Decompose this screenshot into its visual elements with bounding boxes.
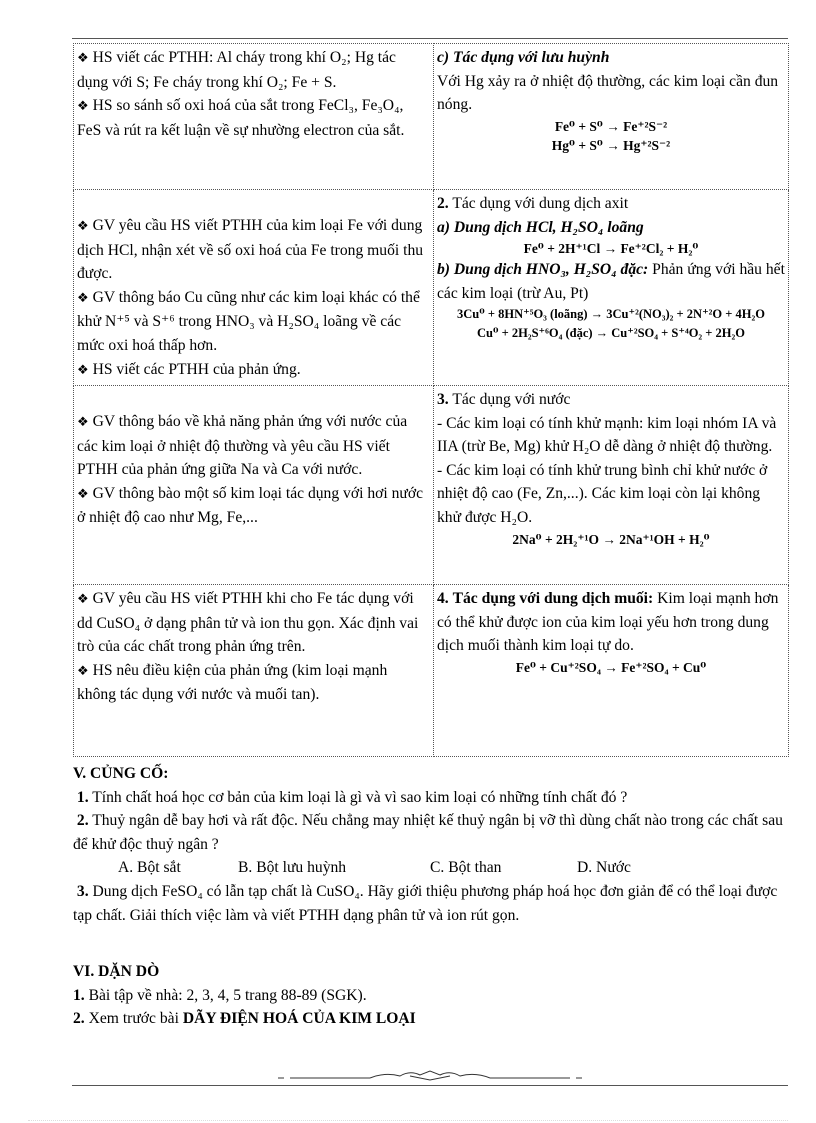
ornament-divider-icon <box>270 1066 590 1086</box>
content-cell <box>434 386 789 585</box>
question-3: 3. Dung dịch FeSO₄ có lẫn tạp chất là CuSO₄. Hãy giới thiệu phương pháp hoá học đơn giản để có thể loại được tạp chất. Giải thích việc làm và viết PTHH dạng phân tử và ion rút gọn. <box>73 882 778 924</box>
homework-section <box>73 960 789 1031</box>
table-row <box>74 44 789 190</box>
page-edge <box>28 1120 788 1121</box>
content-cell <box>434 44 789 190</box>
activity-item: ❖ GV thông báo Cu cũng như các kim loại khác có thể khử N⁺⁵ và S⁺⁶ trong HNO₃ và H₂SO₄ loãng về các mức oxi hoá thấp hơn. <box>77 288 420 354</box>
diamond-bullet-icon: ❖ <box>77 99 89 115</box>
table-row <box>74 386 789 585</box>
homework-item: 1. Bài tập về nhà: 2, 3, 4, 5 trang 88-89 (SGK). <box>73 986 367 1004</box>
section-heading: 4. Tác dụng với dung dịch muối: Kim loại mạnh hơn có thể khử được ion của kim loại yếu hơn trong dung dịch muối thành kim loại tự do. <box>437 590 779 655</box>
top-rule <box>72 38 788 39</box>
bottom-rule <box>72 1085 788 1086</box>
teacher-activity-cell <box>74 190 434 386</box>
content-cell <box>434 190 789 386</box>
section-title: VI. DẶN DÒ <box>73 963 160 980</box>
question-1: 1. Tính chất hoá học cơ bản của kim loại là gì và vì sao kim loại có những tính chất đó ? <box>76 788 628 806</box>
activity-item: ❖ HS viết các PTHH của phản ứng. <box>77 360 301 378</box>
table-row <box>74 585 789 757</box>
answer-options <box>73 856 789 880</box>
content-text: Với Hg xảy ra ở nhiệt độ thường, các kim loại cần đun nóng. <box>437 72 779 114</box>
option-b: B. Bột lưu huỳnh <box>238 859 347 877</box>
subsection-title: a) Dung dịch HCl, H₂SO₄ loãng <box>437 218 644 236</box>
activity-item: ❖ GV thông bào một số kim loại tác dụng với hơi nước ở nhiệt độ cao như Mg, Fe,... <box>77 484 424 527</box>
content-cell <box>434 585 789 757</box>
equation: 3Cu⁰ + 8HN⁺⁵O₃ (loãng) → 3Cu⁺²(NO₃)₂ + 2N⁺²O + 4H₂O <box>457 307 765 322</box>
activity-item: ❖ GV yêu cầu HS viết PTHH khi cho Fe tác dụng với dd CuSO₄ ở dạng phân tử và ion thu gọn. Xác định vai trò của các chất trong phản ứng trên. <box>77 590 419 656</box>
content-text: - Các kim loại có tính khử mạnh: kim loại nhóm IA và IIA (trừ Be, Mg) khử H₂O dễ dàng ở nhiệt độ thường. <box>437 414 777 456</box>
equation: Fe⁰ + 2H⁺¹Cl → Fe⁺²Cl₂ + H₂⁰ <box>523 241 699 257</box>
option-a: A. Bột sắt <box>118 859 181 877</box>
equation: Fe⁰ + Cu⁺²SO₄ → Fe⁺²SO₄ + Cu⁰ <box>515 659 707 675</box>
diamond-bullet-icon: ❖ <box>77 415 89 430</box>
homework-item: 2. Xem trước bài DÃY ĐIỆN HOÁ CỦA KIM LOẠI <box>73 1010 416 1028</box>
subsection-title: c) Tác dụng với lưu huỳnh <box>437 49 610 66</box>
diamond-bullet-icon: ❖ <box>77 51 89 66</box>
option-d: D. Nước <box>577 859 631 877</box>
diamond-bullet-icon: ❖ <box>77 486 89 502</box>
teacher-activity-cell <box>74 585 434 757</box>
diamond-bullet-icon: ❖ <box>77 290 89 306</box>
section-heading: 2. Tác dụng với dung dịch axit <box>437 195 629 212</box>
lesson-table <box>73 43 789 757</box>
activity-item: ❖ GV yêu cầu HS viết PTHH của kim loại Fe với dung dịch HCl, nhận xét về số oxi hoá của Fe trong muối thu được. <box>77 217 424 283</box>
teacher-activity-cell <box>74 44 434 190</box>
equation: Fe⁰ + S⁰ → Fe⁺²S⁻² <box>554 118 668 134</box>
diamond-bullet-icon: ❖ <box>77 592 89 607</box>
activity-item: ❖ HS viết các PTHH: Al cháy trong khí O₂; Hg tác dụng với S; Fe cháy trong khí O₂; Fe + S. <box>77 49 396 91</box>
equation: 2Na⁰ + 2H₂⁺¹O → 2Na⁺¹OH + H₂⁰ <box>512 531 710 547</box>
diamond-bullet-icon: ❖ <box>77 219 89 234</box>
diamond-bullet-icon: ❖ <box>77 663 89 679</box>
subsection-b: b) Dung dịch HNO₃, H₂SO₄ đặc: Phản ứng với hầu hết các kim loại (trừ Au, Pt) <box>437 261 785 302</box>
activity-item: ❖ HS so sánh số oxi hoá của sắt trong FeCl₃, Fe₃O₄, FeS và rút ra kết luận về sự nhường electron của sắt. <box>77 97 405 139</box>
review-section <box>73 762 789 927</box>
table-row <box>74 190 789 386</box>
teacher-activity-cell <box>74 386 434 585</box>
activity-item: ❖ HS nêu điều kiện của phản ứng (kim loại mạnh không tác dụng với nước và muối tan). <box>77 661 388 704</box>
content-text: - Các kim loại có tính khử trung bình chỉ khử nước ở nhiệt độ cao (Fe, Zn,...). Các kim loại còn lại không khử được H₂O. <box>437 461 768 526</box>
question-2: 2. Thuỷ ngân dễ bay hơi và rất độc. Nếu chẳng may nhiệt kế thuỷ ngân bị vỡ thì dùng chất nào trong các chất sau để khử độc thuỷ ngân ? <box>73 812 783 853</box>
section-heading: 3. Tác dụng với nước <box>437 391 571 408</box>
section-title: V. CỦNG CỐ: <box>73 765 169 782</box>
option-c: C. Bột than <box>430 859 502 877</box>
equation: Hg⁰ + S⁰ → Hg⁺²S⁻² <box>551 137 671 153</box>
equation: Cu⁰ + 2H₂S⁺⁶O₄ (đặc) → Cu⁺²SO₄ + S⁺⁴O₂ + 2H₂O <box>477 326 745 341</box>
diamond-bullet-icon: ❖ <box>77 362 89 378</box>
activity-item: ❖ GV thông báo về khả năng phản ứng với nước của các kim loại ở nhiệt độ thường và yêu cầu HS viết PTHH của phản ứng giữa Na và Ca với nước. <box>77 413 408 479</box>
